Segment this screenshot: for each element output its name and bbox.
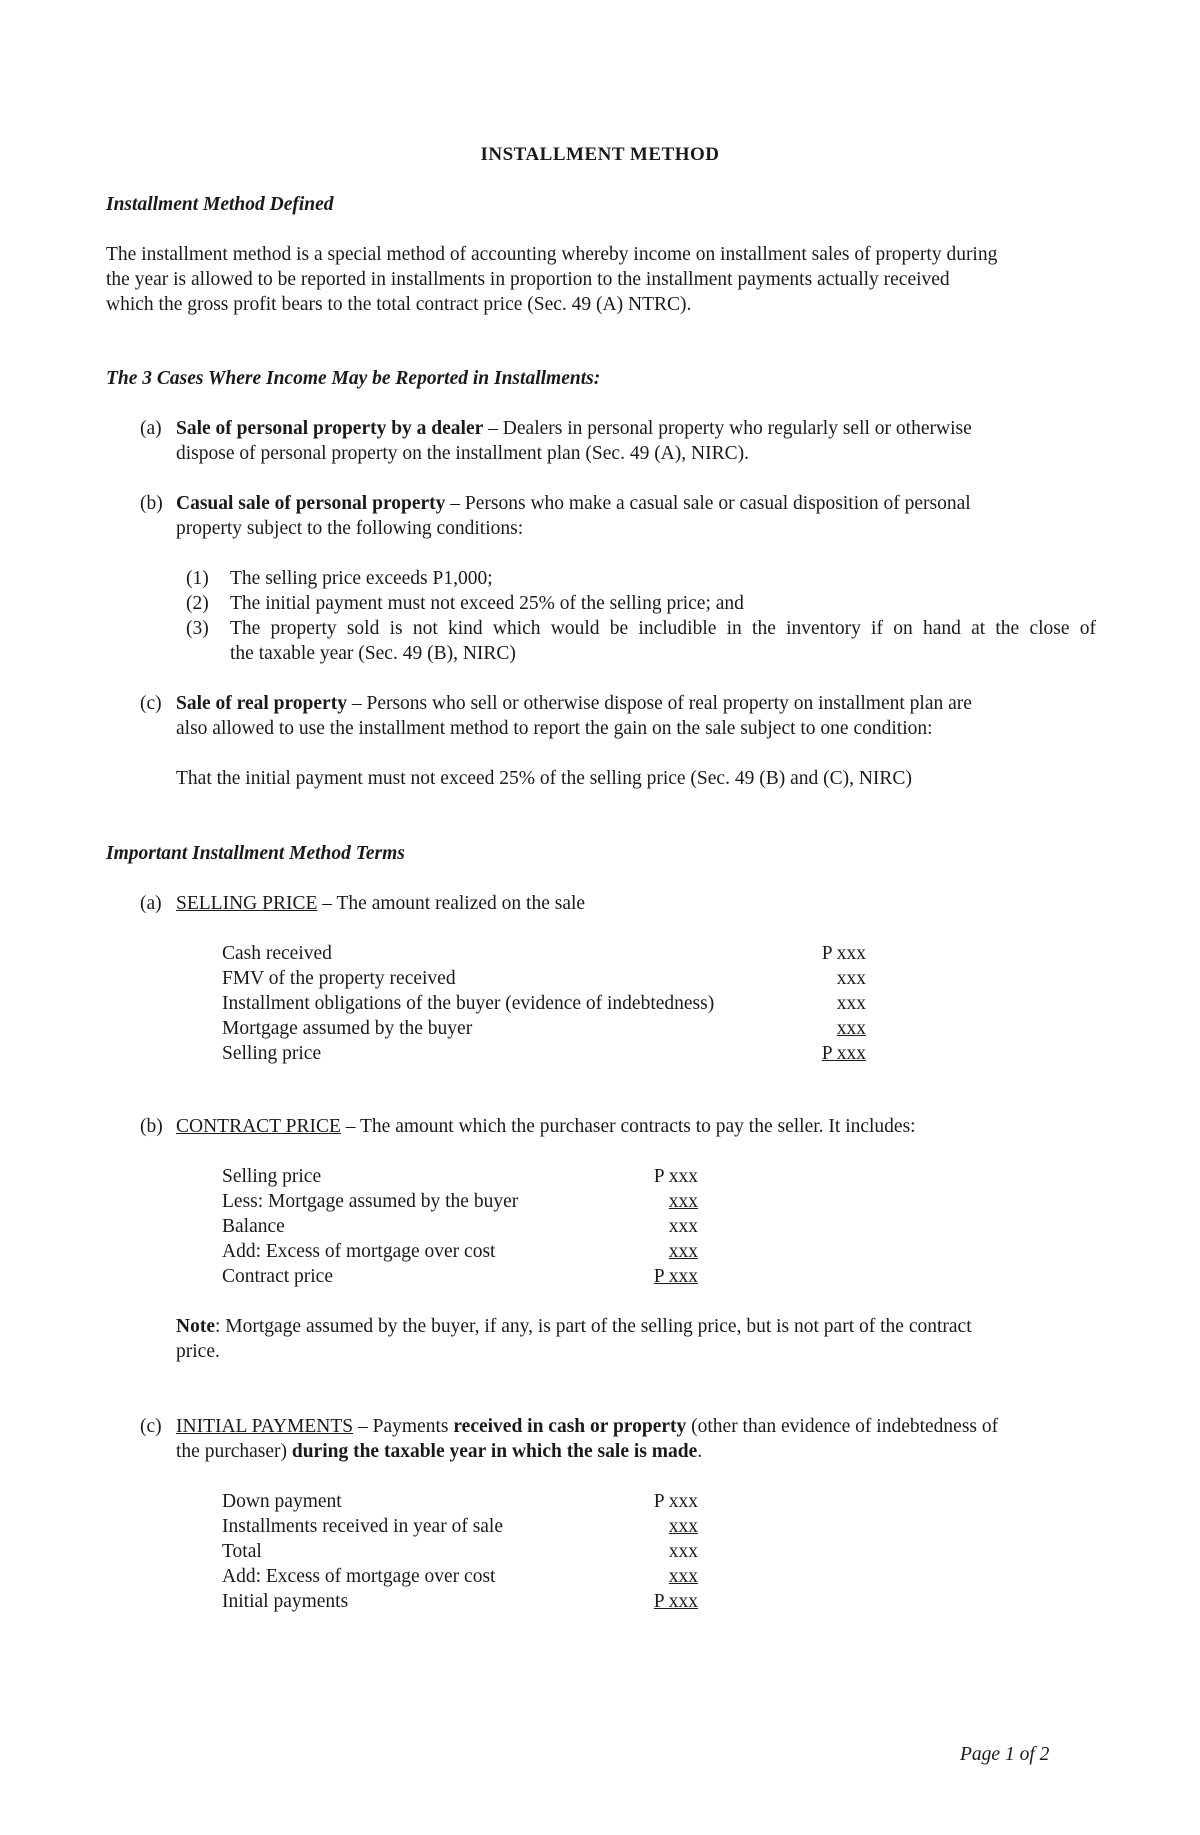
- case-a-line1: – Dealers in personal property who regularly sell or otherwise: [483, 418, 972, 439]
- note-line2: price.: [176, 1341, 220, 1362]
- sp-row-5-label: Selling price: [222, 1043, 322, 1064]
- case-c-line2: also allowed to use the installment method to report the gain on the sale subject to one condition:: [176, 718, 933, 739]
- term-a-desc: – The amount realized on the sale: [317, 893, 586, 914]
- cp-row-4-amount-text: xxx: [668, 1241, 698, 1262]
- cp-row-2-amount: [638, 1189, 698, 1214]
- term-b-desc: – The amount which the purchaser contracts to pay the seller. It includes:: [340, 1116, 916, 1137]
- condition-3-line2: the taxable year (Sec. 49 (B), NIRC): [230, 643, 516, 664]
- page-title: INSTALLMENT METHOD: [480, 144, 720, 165]
- cp-row-3-amount: xxx: [668, 1216, 698, 1237]
- condition-2-text: The initial payment must not exceed 25% of the selling price; and: [230, 593, 744, 614]
- condition-3-label: (3): [186, 618, 209, 639]
- section-heading-three-cases: The 3 Cases Where Income May be Reported in Installments:: [106, 368, 601, 389]
- case-c-line1: – Persons who sell or otherwise dispose of real property on installment plan are: [346, 693, 972, 714]
- case-c-condition: That the initial payment must not exceed 25% of the selling price (Sec. 49 (B) and (C), NIRC): [176, 768, 912, 789]
- definition-line-3: which the gross profit bears to the total contract price (Sec. 49 (A) NTRC).: [106, 294, 692, 315]
- condition-3-line1: The property sold is not kind which would be includible in the inventory if on hand at the close of: [230, 618, 1096, 639]
- term-a-title: SELLING PRICE: [176, 893, 318, 914]
- cp-row-1-label: Selling price: [222, 1166, 322, 1187]
- condition-1-label: (1): [186, 568, 209, 589]
- term-c-title: INITIAL PAYMENTS: [176, 1416, 354, 1437]
- case-c-title: Sale of real property: [176, 693, 347, 714]
- term-c-line2-1: the purchaser): [176, 1441, 292, 1462]
- condition-3-text: [230, 616, 1096, 666]
- cp-row-4-label: Add: Excess of mortgage over cost: [222, 1241, 496, 1262]
- ip-row-4-label: Add: Excess of mortgage over cost: [222, 1566, 496, 1587]
- contract-price-note: [176, 1314, 1096, 1364]
- sp-row-4-amount-text: xxx: [836, 1018, 866, 1039]
- cp-row-2-amount-text: xxx: [668, 1191, 698, 1212]
- ip-row-1-amount: P xxx: [653, 1491, 698, 1512]
- sp-row-1-label: Cash received: [222, 943, 332, 964]
- cp-row-4-amount: [638, 1239, 698, 1264]
- case-a-text: [176, 416, 1096, 466]
- case-b-text: [176, 491, 1096, 541]
- ip-row-4-amount-text: xxx: [668, 1566, 698, 1587]
- sp-row-4-label: Mortgage assumed by the buyer: [222, 1018, 473, 1039]
- sp-row-1-amount: P xxx: [821, 943, 866, 964]
- note-line1: : Mortgage assumed by the buyer, if any, is part of the selling price, but is not part of the contract: [214, 1316, 972, 1337]
- ip-row-2-amount: [638, 1514, 698, 1539]
- sp-row-4-amount: [806, 1016, 866, 1041]
- ip-row-4-amount: [638, 1564, 698, 1589]
- ip-row-5-label: Initial payments: [222, 1591, 349, 1612]
- term-c-definition: [176, 1414, 1096, 1464]
- condition-1-text: The selling price exceeds P1,000;: [230, 568, 493, 589]
- term-c-line2-bold: during the taxable year in which the sale is made: [291, 1441, 698, 1462]
- ip-row-5-amount: P xxx: [653, 1591, 698, 1612]
- term-c-label: (c): [140, 1416, 162, 1437]
- case-b-line2: property subject to the following conditions:: [176, 518, 524, 539]
- definition-paragraph: [106, 242, 1096, 317]
- note-label: Note: [176, 1316, 215, 1337]
- sp-row-5-amount: P xxx: [821, 1043, 866, 1064]
- section-heading-definition: Installment Method Defined: [106, 194, 334, 215]
- sp-row-3-label: Installment obligations of the buyer (evidence of indebtedness): [222, 993, 715, 1014]
- case-a-label: (a): [140, 418, 162, 439]
- sp-row-2-label: FMV of the property received: [222, 968, 456, 989]
- ip-row-1-label: Down payment: [222, 1491, 342, 1512]
- term-c-desc-2: (other than evidence of indebtedness of: [686, 1416, 999, 1437]
- ip-row-3-label: Total: [222, 1541, 262, 1562]
- definition-line-1: The installment method is a special method of accounting whereby income on installment sales of property during: [106, 244, 998, 265]
- term-a-label: (a): [140, 893, 162, 914]
- term-b-title: CONTRACT PRICE: [176, 1116, 341, 1137]
- cp-row-1-amount: P xxx: [653, 1166, 698, 1187]
- sp-row-2-amount: xxx: [836, 968, 866, 989]
- cp-row-3-label: Balance: [222, 1216, 285, 1237]
- case-c-text: [176, 691, 1096, 741]
- cp-row-5-amount: P xxx: [653, 1266, 698, 1287]
- cp-row-2-label: Less: Mortgage assumed by the buyer: [222, 1191, 519, 1212]
- page-number: Page 1 of 2: [960, 1744, 1050, 1765]
- ip-row-2-amount-text: xxx: [668, 1516, 698, 1537]
- term-b-label: (b): [140, 1116, 163, 1137]
- term-c-desc-1: – Payments: [353, 1416, 454, 1437]
- section-heading-terms: Important Installment Method Terms: [106, 843, 405, 864]
- term-c-line2-2: .: [697, 1441, 703, 1462]
- case-b-line1: – Persons who make a casual sale or casual disposition of personal: [445, 493, 971, 514]
- cp-row-5-label: Contract price: [222, 1266, 333, 1287]
- condition-2-label: (2): [186, 593, 209, 614]
- case-a-line2: dispose of personal property on the installment plan (Sec. 49 (A), NIRC).: [176, 443, 749, 464]
- case-b-label: (b): [140, 493, 163, 514]
- case-a-title: Sale of personal property by a dealer: [176, 418, 484, 439]
- term-a-definition: [176, 891, 585, 916]
- term-b-definition: [176, 1114, 916, 1139]
- sp-row-3-amount: xxx: [836, 993, 866, 1014]
- case-c-label: (c): [140, 693, 162, 714]
- case-b-title: Casual sale of personal property: [176, 493, 446, 514]
- ip-row-3-amount: xxx: [668, 1541, 698, 1562]
- term-c-desc-bold-1: received in cash or property: [453, 1416, 687, 1437]
- definition-line-2: the year is allowed to be reported in installments in proportion to the installment payments actually received: [106, 269, 950, 290]
- ip-row-2-label: Installments received in year of sale: [222, 1516, 504, 1537]
